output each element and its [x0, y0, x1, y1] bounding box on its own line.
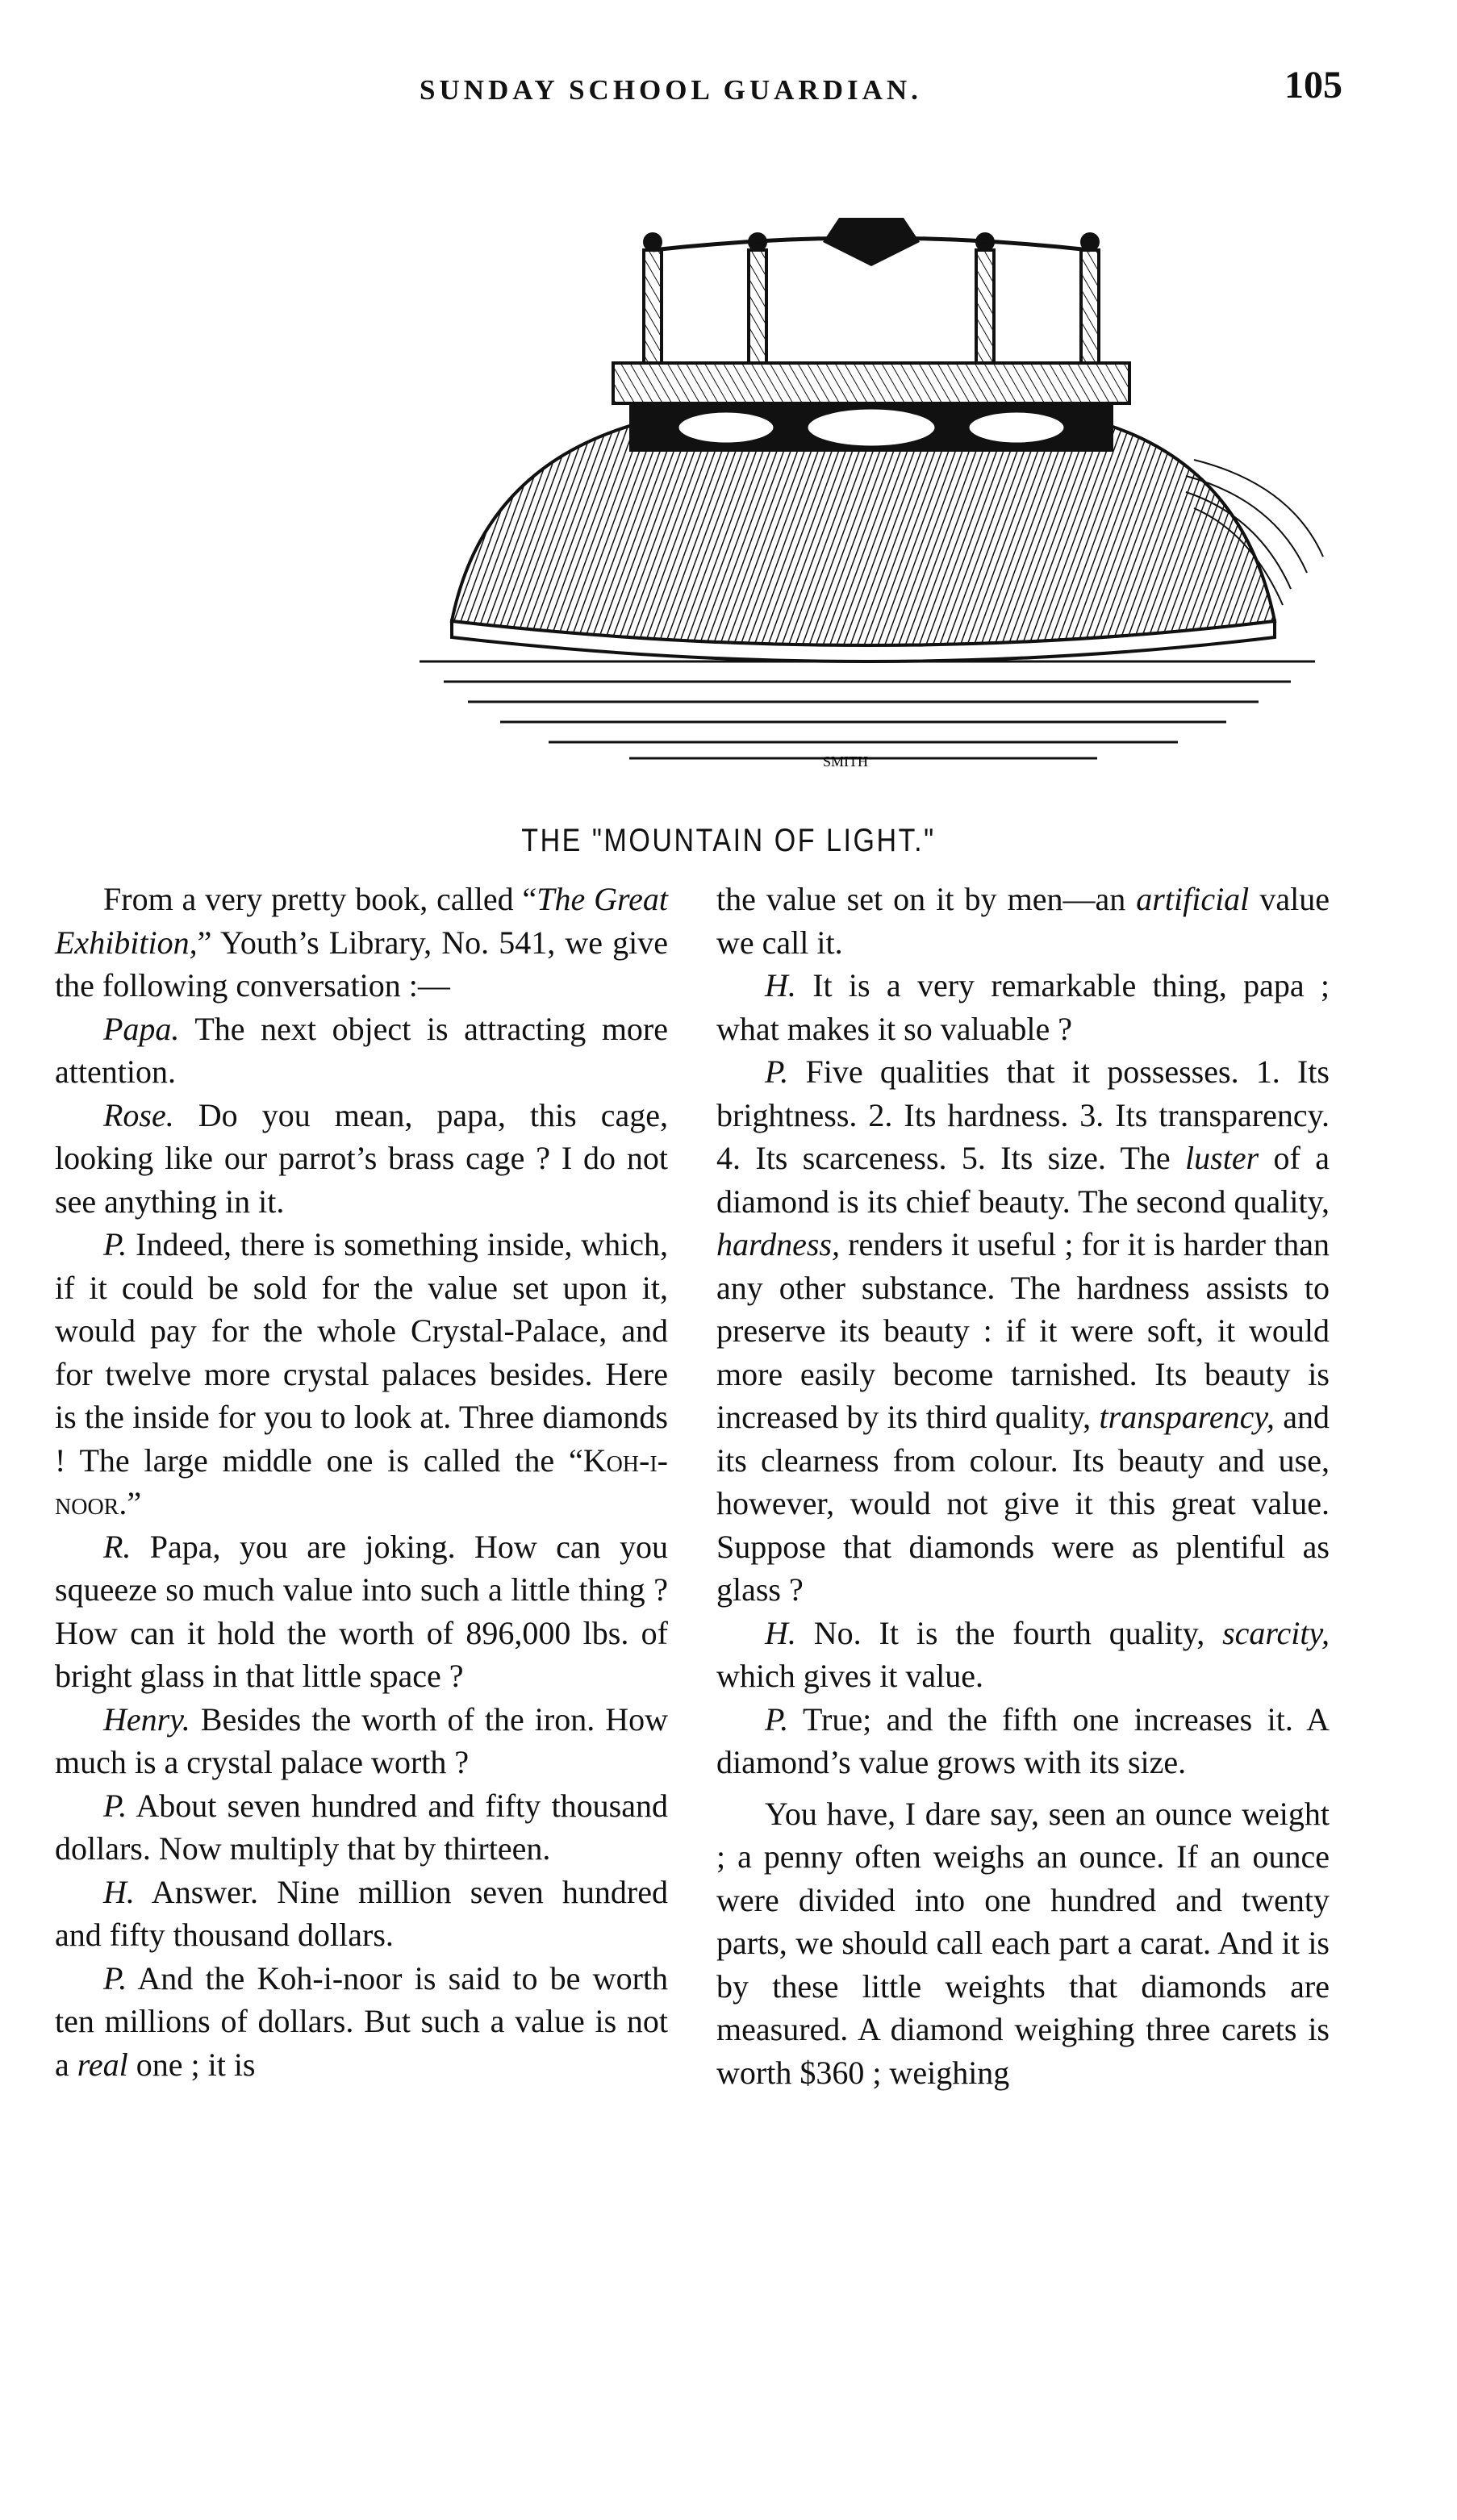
- text-segment: And the Koh-i-noor is said to be worth ten millions of dollars. But such a value is not a: [55, 1959, 668, 2083]
- text-segment: artificial: [1136, 881, 1250, 917]
- speaker-name: R.: [103, 1528, 132, 1565]
- text-segment: one ; it is: [127, 2046, 256, 2083]
- text-segment: and its clearness from colour. Its beauty and use, however, would not give it this great value. Suppose that diamonds were as plentiful as glass ?: [716, 1399, 1330, 1608]
- paragraph: [55, 1008, 668, 1094]
- paragraph: [55, 1784, 668, 1871]
- text-segment: Papa, you are joking. How can you squeeze so much value into such a little thing ? How can it hold the worth of 896,000 lbs. of bright glass in that little space ?: [55, 1528, 668, 1694]
- right-column: [716, 878, 1330, 2094]
- speaker-name: H.: [103, 1873, 135, 1910]
- text-segment: scarcity,: [1222, 1614, 1330, 1651]
- speaker-name: Papa.: [103, 1010, 180, 1047]
- text-segment: of a diamond is its chief beauty. The second quality,: [716, 1140, 1330, 1220]
- text-segment: which gives it value.: [716, 1658, 984, 1694]
- text-segment: The next object is attracting more attention.: [55, 1010, 668, 1090]
- paragraph: [716, 964, 1330, 1050]
- paragraph: [55, 1223, 668, 1525]
- text-segment: real: [77, 2046, 128, 2083]
- text-segment: value we call it.: [716, 881, 1330, 961]
- speaker-name: Rose.: [103, 1096, 174, 1133]
- paragraph: [55, 1957, 668, 2087]
- text-segment: From a very pretty book, called “: [103, 881, 537, 917]
- diamond-icon: [823, 218, 920, 266]
- paragraph: [55, 1698, 668, 1784]
- speaker-name: P.: [103, 1959, 127, 1996]
- paragraph: [55, 878, 668, 1008]
- speaker-name: P.: [103, 1226, 127, 1262]
- text-segment: No. It is the fourth quality,: [795, 1614, 1223, 1651]
- water-lines: [420, 661, 1315, 758]
- text-segment: You have, I dare say, seen an ounce weight ; a penny often weighs an ounce. If an ounce were divided into one hundred and twenty parts, we should call each part a carat. And it is by these little weights that diamonds are measured. A diamond weighing three carets is worth $360 ; weighing: [716, 1795, 1330, 2091]
- text-segment: Do you mean, papa, this cage, looking like our parrot’s brass cage ? I do not see anything in it.: [55, 1096, 668, 1220]
- speaker-name: P.: [765, 1700, 789, 1738]
- paragraph: [55, 1094, 668, 1224]
- paragraph: [55, 1871, 668, 1957]
- speaker-name: Henry.: [103, 1700, 190, 1738]
- paragraph: [716, 1050, 1330, 1612]
- page-number: 105: [1284, 64, 1342, 106]
- speaker-name: P.: [765, 1053, 789, 1090]
- engraver-mark: SMITH: [823, 753, 869, 770]
- text-segment: True; and the fifth one increases it. A diamond’s value grows with its size.: [716, 1700, 1330, 1780]
- running-head: SUNDAY SCHOOL GUARDIAN.: [420, 74, 922, 106]
- text-segment: The Great Exhibition,: [55, 881, 668, 961]
- speaker-name: P.: [103, 1787, 127, 1824]
- text-segment: Five qualities that it possesses. 1. Its brightness. 2. Its hardness. 3. Its transparency. 4. Its scarceness. 5. Its size. The: [716, 1053, 1330, 1176]
- paragraph: [716, 1612, 1330, 1698]
- paragraph: [716, 1698, 1330, 1784]
- text-segment: renders it useful ; for it is harder than any other substance. The hardness assists to preserve its beauty : if it were soft, it would more easily become tarnished. Its beauty is increased by its third quality,: [716, 1226, 1330, 1435]
- text-segment: It is a very remarkable thing, papa ; what makes it so valuable ?: [716, 967, 1330, 1047]
- speaker-name: H.: [765, 1614, 796, 1651]
- text-segment: ” Youth’s Library, No. 541, we give the following conversation :—: [55, 924, 668, 1003]
- paragraph: [716, 878, 1330, 964]
- koh-i-noor-display-case-engraving: [387, 218, 1355, 782]
- text-segment: Besides the worth of the iron. How much is a crystal palace worth ?: [55, 1700, 668, 1780]
- text-segment: hardness,: [716, 1226, 840, 1262]
- illustration-caption: THE "MOUNTAIN OF LIGHT.": [521, 823, 936, 858]
- text-segment: luster: [1185, 1140, 1259, 1176]
- text-segment: .”: [119, 1485, 142, 1521]
- paragraph: [716, 1792, 1330, 2095]
- text-segment: the value set on it by men—an: [716, 881, 1137, 917]
- text-segment: About seven hundred and fifty thousand dollars. Now multiply that by thirteen.: [55, 1787, 668, 1867]
- speaker-name: H.: [765, 967, 796, 1003]
- case-base: [452, 419, 1275, 645]
- text-segment: Answer. Nine million seven hundred and fifty thousand dollars.: [55, 1873, 668, 1953]
- cage-columns: [644, 250, 1099, 363]
- text-segment: Koh-i-noor: [55, 1441, 668, 1521]
- paragraph: [55, 1525, 668, 1698]
- left-column: [55, 878, 668, 2086]
- text-segment: Indeed, there is something inside, which, if it could be sold for the value set upon it, would pay for the whole Crystal-Palace, and for twelve more crystal palaces besides. Here is the inside for you to look at. Three diamonds ! The large middle one is called the “: [55, 1226, 668, 1479]
- text-segment: transparency,: [1099, 1399, 1275, 1435]
